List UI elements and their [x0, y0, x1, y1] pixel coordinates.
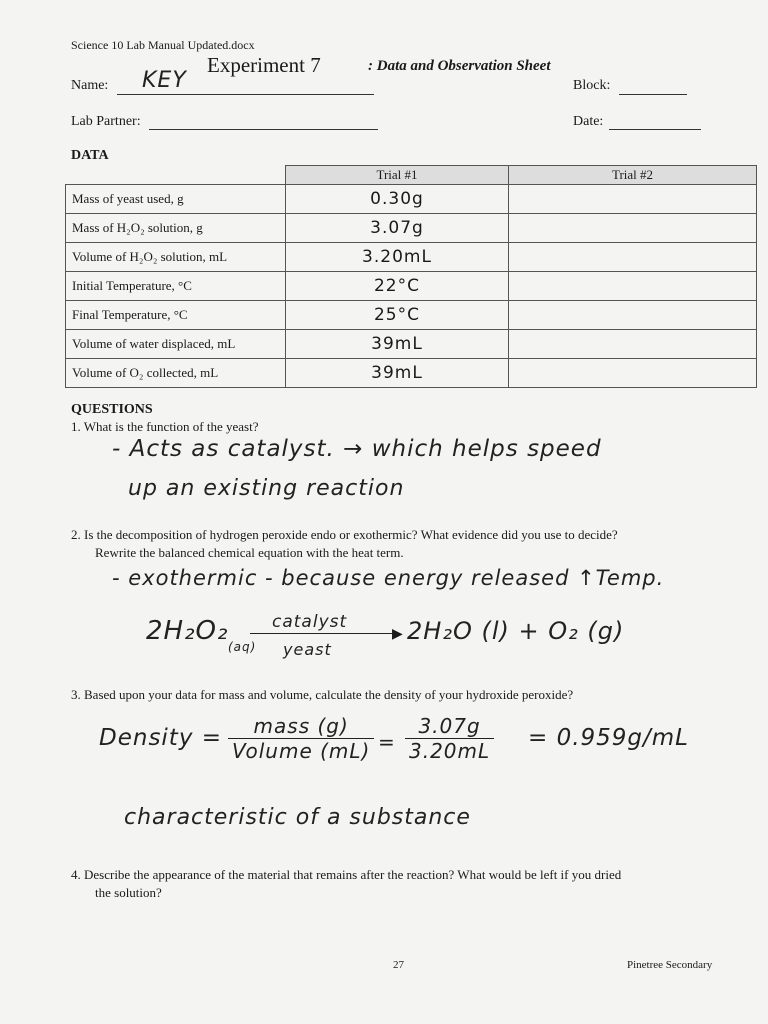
trial-1-value: 25°C [286, 301, 509, 330]
trial-1-value: 0.30g [286, 185, 509, 214]
partner-label: Lab Partner: [71, 114, 141, 129]
table-row [66, 272, 757, 301]
equals-sign: = [378, 730, 396, 754]
question-2-text-line-1: 2. Is the decomposition of hydrogen peroxide endo or exothermic? What evidence did you use to decide? [71, 527, 618, 542]
question-3-text: 3. Based upon your data for mass and volume, calculate the density of your hydroxide peroxide? [71, 687, 574, 702]
question-2-answer-line-1: - exothermic - because energy released ↑Temp. [112, 566, 665, 590]
question-1-answer-line-2: up an existing reaction [128, 476, 405, 501]
density-values-fraction [405, 714, 494, 763]
question-4-text-line-1: 4. Describe the appearance of the material that remains after the reaction? What would be left if you dried [71, 867, 622, 882]
row-label: Final Temperature, °C [66, 301, 286, 330]
question-1-answer-line-1: - Acts as catalyst. → which helps speed [112, 436, 602, 462]
table-row [66, 214, 757, 243]
volume-denominator: 3.20mL [409, 739, 491, 763]
date-label: Date: [573, 114, 604, 129]
name-underline [117, 94, 374, 95]
data-table [65, 165, 757, 388]
block-underline [619, 94, 687, 95]
trial-2-value [509, 185, 757, 214]
equation-catalyst-label: catalyst [272, 612, 348, 632]
column-trial-2: Trial #2 [509, 166, 757, 185]
data-heading: DATA [71, 148, 109, 163]
row-label: Initial Temperature, °C [66, 272, 286, 301]
trial-2-value [509, 359, 757, 388]
density-result: = 0.959g/mL [528, 725, 689, 751]
trial-1-value: 3.20mL [286, 243, 509, 272]
table-row [66, 243, 757, 272]
document-filename: Science 10 Lab Manual Updated.docx [71, 38, 255, 52]
table-row [66, 185, 757, 214]
trial-2-value [509, 243, 757, 272]
table-row [66, 330, 757, 359]
table-corner [66, 166, 286, 185]
mass-numerator: 3.07g [405, 714, 494, 739]
table-row [66, 301, 757, 330]
trial-2-value [509, 214, 757, 243]
trial-1-value: 22°C [286, 272, 509, 301]
arrow-head-icon: ▶ [392, 626, 403, 642]
density-note: characteristic of a substance [124, 805, 471, 830]
trial-1-value: 39mL [286, 359, 509, 388]
row-label: Mass of H₂O₂ solution, g [66, 214, 286, 243]
trial-2-value [509, 272, 757, 301]
trial-2-value [509, 330, 757, 359]
name-label: Name: [71, 78, 109, 93]
density-label: Density = [99, 725, 223, 751]
questions-heading: QUESTIONS [71, 402, 153, 417]
question-1-text: 1. What is the function of the yeast? [71, 419, 259, 434]
row-label: Volume of water displaced, mL [66, 330, 286, 359]
sheet-title: : Data and Observation Sheet [368, 58, 551, 74]
equation-arrow-line [250, 633, 398, 634]
trial-2-value [509, 301, 757, 330]
school-name: Pinetree Secondary [627, 959, 713, 971]
equation-reactant: 2H₂O₂ [146, 616, 229, 646]
row-label: Volume of O₂ collected, mL [66, 359, 286, 388]
partner-underline [149, 129, 378, 130]
row-label: Volume of H₂O₂ solution, mL [66, 243, 286, 272]
formula-denominator: Volume (mL) [232, 739, 371, 763]
equation-yeast-label: yeast [283, 640, 332, 659]
name-value: KEY [142, 68, 187, 93]
question-2-text-line-2: Rewrite the balanced chemical equation with the heat term. [95, 545, 404, 560]
density-formula-fraction [228, 714, 374, 763]
equation-reactant-state: (aq) [228, 640, 257, 654]
column-trial-1: Trial #1 [286, 166, 509, 185]
experiment-title: Experiment 7 [207, 53, 321, 77]
block-label: Block: [573, 78, 611, 93]
trial-1-value: 39mL [286, 330, 509, 359]
table-header-row [66, 166, 757, 185]
formula-numerator: mass (g) [228, 714, 374, 739]
trial-1-value: 3.07g [286, 214, 509, 243]
page-number: 27 [393, 959, 404, 971]
table-row [66, 359, 757, 388]
date-underline [609, 129, 701, 130]
equation-products: 2H₂O (l) + O₂ (g) [407, 617, 625, 645]
row-label: Mass of yeast used, g [66, 185, 286, 214]
question-4-text-line-2: the solution? [95, 885, 162, 900]
